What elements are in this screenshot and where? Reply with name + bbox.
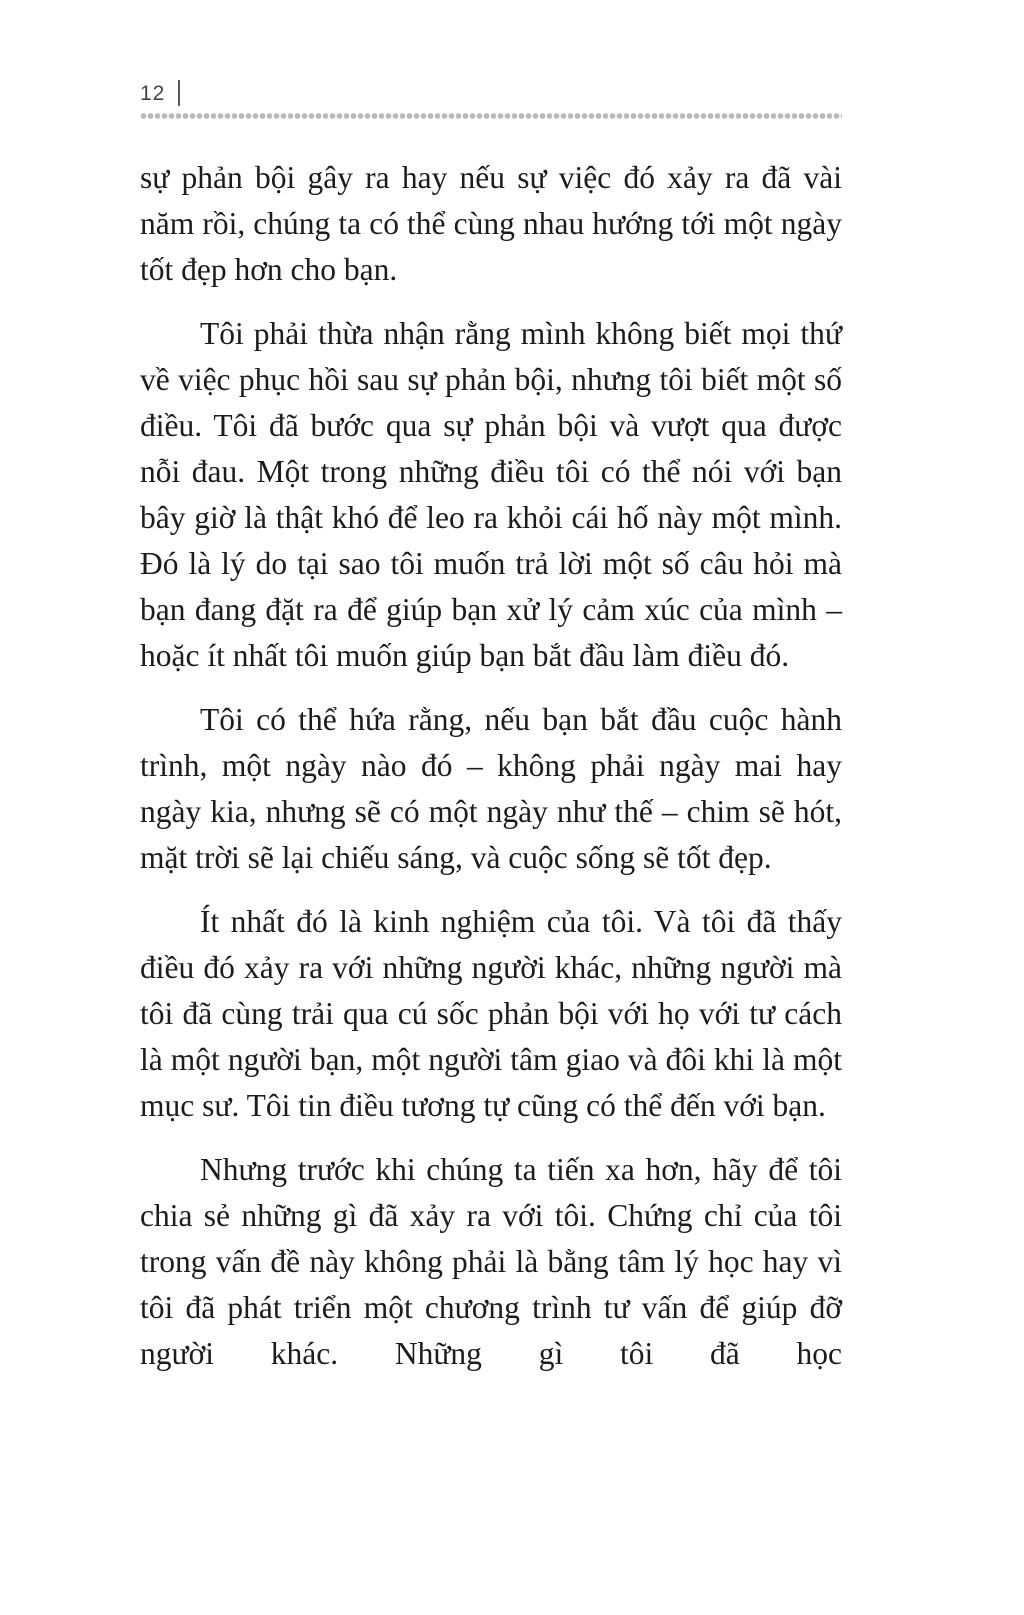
paragraph-continued: sự phản bội gây ra hay nếu sự việc đó xảy ra đã vài năm rồi, chúng ta có thể cùng nhau hướng tới một ngày tốt đẹp hơn cho bạn. xyxy=(140,160,842,287)
paragraph: Tôi có thể hứa rằng, nếu bạn bắt đầu cuộc hành trình, một ngày nào đó – không phải ngày mai hay ngày kia, nhưng sẽ có một ngày như thế – chim sẽ hót, mặt trời sẽ lại chiếu sáng, và cuộc sống sẽ tốt đẹp. xyxy=(140,702,842,875)
page-body-text xyxy=(140,155,842,1377)
header-separator xyxy=(178,80,180,106)
header-dotted-rule xyxy=(140,112,842,120)
paragraph: Ít nhất đó là kinh nghiệm của tôi. Và tôi đã thấy điều đó xảy ra với những người khác, những người mà tôi đã cùng trải qua cú sốc phản bội với họ với tư cách là một người bạn, một người tâm giao và đôi khi là một mục sư. Tôi tin điều tương tự cũng có thể đến với bạn. xyxy=(140,904,842,1123)
page-header xyxy=(140,78,842,126)
page-number: 12 xyxy=(140,82,166,105)
paragraph-continues-next-page: Nhưng trước khi chúng ta tiến xa hơn, hãy để tôi chia sẻ những gì đã xảy ra với tôi. Chứng chỉ của tôi trong vấn đề này không phải là bằng tâm lý học hay vì tôi đã phát triển một chương trình tư vấn để giúp đỡ người khác. Những gì tôi đã học xyxy=(140,1152,842,1371)
paragraph: Tôi phải thừa nhận rằng mình không biết mọi thứ về việc phục hồi sau sự phản bội, nhưng tôi biết một số điều. Tôi đã bước qua sự phản bội và vượt qua được nỗi đau. Một trong những điều tôi có thể nói với bạn bây giờ là thật khó để leo ra khỏi cái hố này một mình. Đó là lý do tại sao tôi muốn trả lời một số câu hỏi mà bạn đang đặt ra để giúp bạn xử lý cảm xúc của mình – hoặc ít nhất tôi muốn giúp bạn bắt đầu làm điều đó. xyxy=(140,316,842,673)
